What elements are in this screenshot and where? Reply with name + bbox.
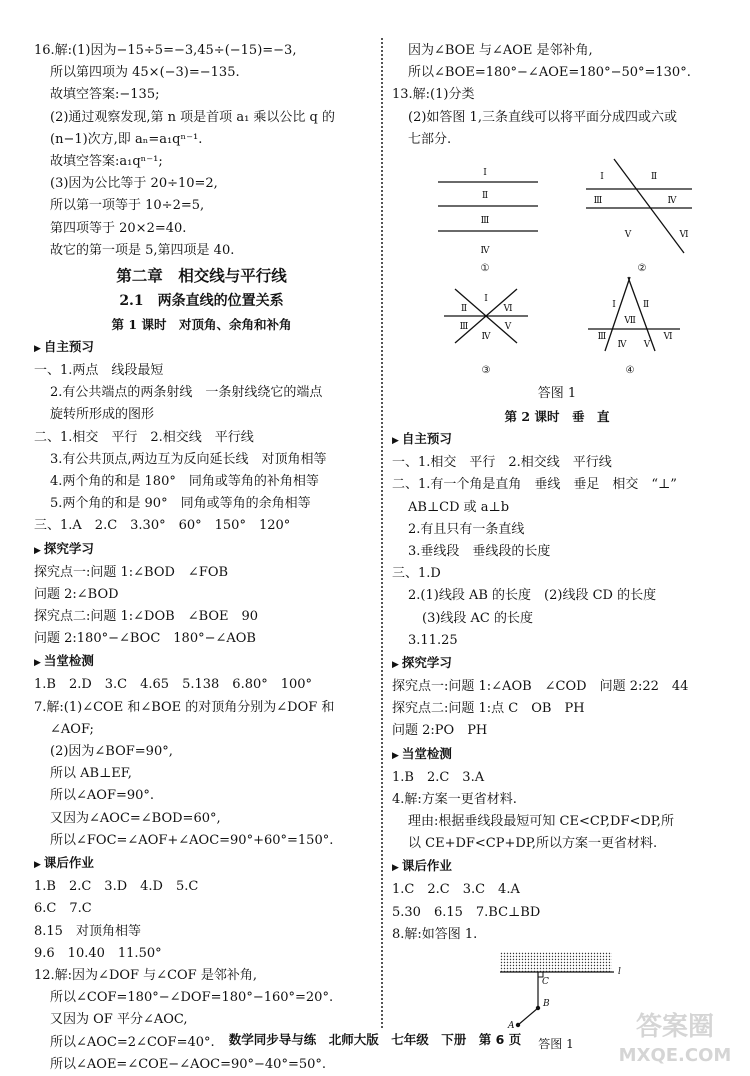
text-line: 1.B 2.C 3.A xyxy=(392,769,485,785)
text-line: 所以∠AOE=∠COE−∠AOC=90°−40°=50°. xyxy=(50,1056,327,1072)
label-b: B xyxy=(543,999,550,1010)
text-line: 所以第四项为 45×(−3)=−135. xyxy=(50,65,240,81)
figure-three-lines xyxy=(392,151,722,383)
subfigure-mark: ③ xyxy=(481,365,491,377)
text-line: 理由:根据垂线段最短可知 CE<CP,DF<DP,所 xyxy=(408,814,675,830)
text-line: 3.11.25 xyxy=(408,632,458,648)
text-line: 又因为∠AOC=∠BOD=60°, xyxy=(50,810,221,826)
text-line: 4.两个角的和是 180° 同角或等角的补角相等 xyxy=(50,474,319,490)
text-line: 所以∠FOC=∠AOF+∠AOC=90°+60°=150°. xyxy=(50,832,334,848)
text-line: 所以 AB⊥EF, xyxy=(50,766,132,782)
text-line: 所以∠AOF=90°. xyxy=(50,788,155,804)
text-line: 问题 2:PO PH xyxy=(392,723,488,739)
text-line: 探究点一:问题 1:∠AOB ∠COD 问题 2:22 44 xyxy=(392,679,689,695)
text-line: 3.垂线段 垂线段的长度 xyxy=(408,544,551,560)
text-line: 2.(1)线段 AB 的长度 (2)线段 CD 的长度 xyxy=(408,588,657,604)
region-label: Ⅰ xyxy=(484,294,488,305)
text-line: 又因为 OF 平分∠AOC, xyxy=(50,1012,188,1028)
subfigure-mark: ② xyxy=(637,263,647,275)
label-a: A xyxy=(508,1021,515,1032)
segment-ba xyxy=(518,1008,538,1025)
text-line: 二、1.相交 平行 2.相交线 平行线 xyxy=(34,429,254,445)
text-line: 3.有公共顶点,两边互为反向延长线 对顶角相等 xyxy=(50,451,327,467)
text-line: ∠AOF; xyxy=(50,721,94,737)
text-line: 二、1.有一个角是直角 垂线 垂足 相交 “⊥” xyxy=(392,477,677,493)
region-label: Ⅲ xyxy=(593,196,603,207)
text-line: 12.解:因为∠DOF 与∠COF 是邻补角, xyxy=(34,967,257,983)
text-line: (n−1)次方,即 aₙ=a₁qⁿ⁻¹. xyxy=(50,131,203,147)
region-label: Ⅱ xyxy=(481,191,489,202)
text-line: 旋转所形成的图形 xyxy=(50,407,155,423)
text-line: 探究点一:问题 1:∠BOD ∠FOB xyxy=(34,564,229,580)
text-line: 2.有公共端点的两条射线 一条射线绕它的端点 xyxy=(50,385,323,401)
region-label: Ⅱ xyxy=(460,304,468,315)
text-line: 故填空答案:−135; xyxy=(50,87,160,103)
region-label: Ⅴ xyxy=(643,340,651,351)
section-subheading: ▶ 课后作业 xyxy=(392,855,722,879)
watermark-url: MXQE.COM xyxy=(618,1045,732,1066)
region-label: Ⅱ xyxy=(642,300,650,311)
text-line: (2)因为∠BOF=90°, xyxy=(50,744,173,760)
figure-caption: 答图 1 xyxy=(538,1037,574,1052)
text-line: (3)线段 AC 的长度 xyxy=(422,610,534,626)
text-line: 以 CE+DF<CP+DP,所以方案一更省材料. xyxy=(408,836,658,852)
text-line: 一、1.两点 线段最短 xyxy=(34,363,164,379)
text-line: 三、1.D xyxy=(392,566,441,582)
figure-caption: 答图 1 xyxy=(537,386,577,402)
text-line: 问题 2:180°−∠BOC 180°−∠AOB xyxy=(34,631,256,647)
text-line: 4.解:方案一更省材料. xyxy=(392,791,517,807)
region-label: Ⅰ xyxy=(612,300,616,311)
text-line: 16.解:(1)因为−15÷5=−3,45÷(−15)=−3, xyxy=(34,43,297,58)
right-column xyxy=(392,40,722,1056)
section-subheading: ▶ 当堂检测 xyxy=(34,650,369,674)
watermark-logo xyxy=(610,999,740,1069)
region-label: Ⅳ xyxy=(617,340,627,351)
watermark-text: 答案圈 xyxy=(635,1012,715,1042)
label-l: l xyxy=(618,967,621,978)
text-line: 因为∠BOE 与∠AOE 是邻补角, xyxy=(408,43,593,58)
text-line: (3)因为公比等于 20÷10=2, xyxy=(50,176,218,192)
left-column xyxy=(34,40,369,1076)
section-heading: 第 1 课时 对顶角、余角和补角 xyxy=(111,317,292,333)
label-c: C xyxy=(542,977,549,988)
subfigure-mark: ④ xyxy=(625,365,635,377)
point-a xyxy=(516,1023,520,1027)
region-label: Ⅵ xyxy=(679,230,689,241)
region-label: Ⅵ xyxy=(503,304,513,315)
region-label: Ⅰ xyxy=(483,168,487,179)
right-top-text xyxy=(392,40,722,151)
region-label: Ⅲ xyxy=(480,216,490,227)
text-line: 13.解:(1)分类 xyxy=(392,87,475,103)
region-label: Ⅴ xyxy=(624,230,632,241)
text-line: AB⊥CD 或 a⊥b xyxy=(408,499,510,515)
section-subheading: ▶ 探究学习 xyxy=(34,538,369,562)
region-label: Ⅲ xyxy=(459,322,469,333)
section-heading: 2.1 两条直线的位置关系 xyxy=(119,293,284,310)
text-line: 探究点二:问题 1:点 C OB PH xyxy=(392,701,585,717)
text-line: 6.C 7.C xyxy=(34,901,92,917)
text-line: 5.30 6.15 7.BC⊥BD xyxy=(392,904,541,920)
point-b xyxy=(536,1006,540,1010)
region-label: Ⅳ xyxy=(667,196,677,207)
text-line: 一、1.相交 平行 2.相交线 平行线 xyxy=(392,455,612,471)
region-label: Ⅰ xyxy=(600,172,604,183)
text-line: (2)如答图 1,三条直线可以将平面分成四或六或 xyxy=(408,109,677,125)
region-label: Ⅱ xyxy=(650,172,658,183)
text-line: 问题 2:∠BOD xyxy=(34,586,119,602)
page-footer: 数学同步导与练 北师大版 七年级 下册 第 6 页 xyxy=(228,1032,522,1047)
region-label: Ⅴ xyxy=(504,322,512,333)
text-line: 1.B 2.D 3.C 4.65 5.138 6.80° 100° xyxy=(34,677,313,693)
section-subheading: ▶ 探究学习 xyxy=(392,652,722,676)
text-line: 探究点二:问题 1:∠DOB ∠BOE 90 xyxy=(34,609,259,625)
text-line: 故它的第一项是 5,第四项是 40. xyxy=(50,242,235,258)
text-line: 9.6 10.40 11.50° xyxy=(34,945,162,961)
text-line: 三、1.A 2.C 3.30° 60° 150° 120° xyxy=(34,518,291,534)
text-line: 2.有且只有一条直线 xyxy=(408,521,525,537)
text-line: (2)通过观察发现,第 n 项是首项 a₁ 乘以公比 q 的 xyxy=(50,109,335,125)
text-line: 5.两个角的和是 90° 同角或等角的余角相等 xyxy=(50,496,311,512)
text-line: 所以∠BOE=180°−∠AOE=180°−50°=130°. xyxy=(408,65,691,81)
section-heading: 第二章 相交线与平行线 xyxy=(116,266,287,286)
text-line: 8.解:如答图 1. xyxy=(392,926,478,942)
section-subheading: ▶ 当堂检测 xyxy=(392,743,722,767)
section-subheading: ▶ 自主预习 xyxy=(34,336,369,360)
column-divider xyxy=(381,38,383,1028)
text-line: 7.解:(1)∠COE 和∠BOE 的对顶角分别为∠DOF 和 xyxy=(34,699,335,715)
text-line: 七部分. xyxy=(408,131,452,147)
text-line: 1.C 2.C 3.C 4.A xyxy=(392,882,520,898)
text-line: 所以第一项等于 10÷2=5, xyxy=(50,198,205,214)
section-subheading: ▶ 课后作业 xyxy=(34,852,369,876)
text-line: 1.B 2.C 3.D 4.D 5.C xyxy=(34,879,199,895)
region-label: Ⅳ xyxy=(481,332,491,343)
region-label: Ⅵ xyxy=(663,332,673,343)
right-middle-text xyxy=(392,405,722,946)
text-line: 故填空答案:a₁qⁿ⁻¹; xyxy=(50,154,163,170)
section-subheading: ▶ 自主预习 xyxy=(392,428,722,452)
text-line: 所以∠COF=180°−∠DOF=180°−160°=20°. xyxy=(50,990,334,1006)
hatched-region xyxy=(500,952,612,972)
subfigure-mark: ① xyxy=(480,263,490,275)
text-line: 所以∠AOC=2∠COF=40°. xyxy=(50,1034,215,1050)
text-line: 8.15 对顶角相等 xyxy=(34,923,141,939)
region-label: Ⅳ xyxy=(480,246,490,257)
text-line: 第四项等于 20×2=40. xyxy=(50,220,187,236)
section-heading: 第 2 课时 垂 直 xyxy=(504,409,610,425)
region-label: Ⅶ xyxy=(624,316,636,327)
region-label: Ⅲ xyxy=(597,332,607,343)
